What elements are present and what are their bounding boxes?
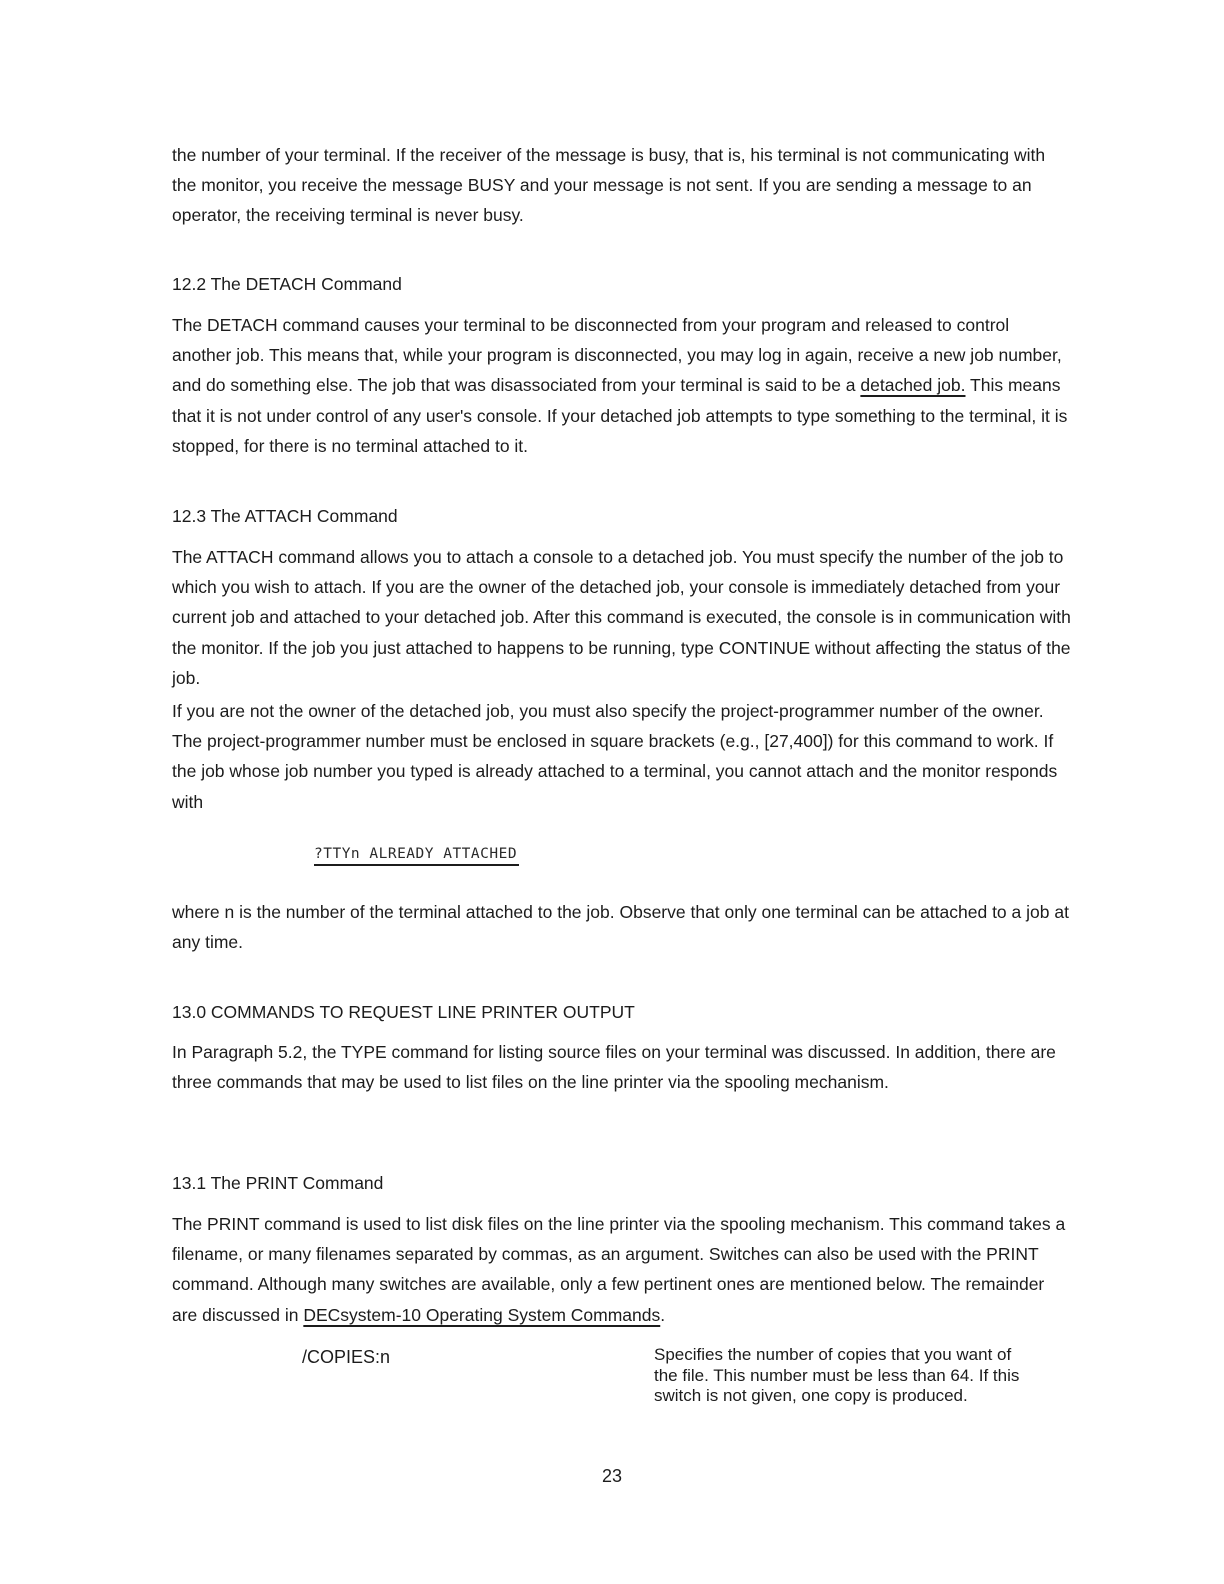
detached-job-term: detached job. [860, 375, 966, 396]
section-13-1-paragraph [172, 1209, 1072, 1330]
print-text-a: The PRINT command is used to list disk files on the line printer via the spooling mechanism. This command takes a filename, or many filenames separated by commas, as an argument. Switches can also be used with the PRINT command. Although many switches are available, only a few pertinent ones are mentioned below. The remainder are discussed in [172, 1214, 1066, 1325]
copies-switch-description: Specifies the number of copies that you want of the file. This number must be less than 64. If this switch is not given, one copy is produced. [654, 1345, 1020, 1405]
section-13-0-heading: 13.0 COMMANDS TO REQUEST LINE PRINTER OUTPUT [172, 1002, 635, 1022]
section-13-0-paragraph: In Paragraph 5.2, the TYPE command for listing source files on your terminal was discussed. In addition, there are three commands that may be used to list files on the line printer via the spooling mechanism. [172, 1042, 1056, 1093]
section-12-2-heading: 12.2 The DETACH Command [172, 274, 402, 294]
intro-paragraph: the number of your terminal. If the receiver of the message is busy, that is, his terminal is not communicating with the monitor, you receive the message BUSY and your message is not sent. If you are sending a message to an operator, the receiving terminal is never busy. [172, 145, 1046, 226]
reference-manual-title: DECsystem-10 Operating System Commands [303, 1304, 661, 1325]
detach-text-b: This means that it is not under control of any user's console. If your detached job attempts to type something to the terminal, it is stopped, for there is no terminal attached to it. [172, 375, 1068, 456]
section-12-3-paragraph-2: If you are not the owner of the detached job, you must also specify the project-programmer number of the owner. The project-programmer number must be enclosed in square brackets (e.g., [27,400]) for this command to work. If the job whose job number you typed is already attached to a terminal, you cannot attach and the monitor responds with [172, 701, 1058, 812]
section-13-1-heading: 13.1 The PRINT Command [172, 1173, 384, 1193]
page-number: 23 [601, 1466, 623, 1486]
section-12-3-heading: 12.3 The ATTACH Command [172, 506, 398, 526]
section-12-2-paragraph [172, 310, 1072, 461]
detach-text-a: The DETACH command causes your terminal to be disconnected from your program and released to control another job. This means that, while your program is disconnected, you may log in again, receive a new job number, and do something else. The job that was disassociated from your terminal is said to be a [172, 315, 1062, 396]
section-12-3-paragraph-1: The ATTACH command allows you to attach a console to a detached job. You must specify the number of the job to which you wish to attach. If you are the owner of the detached job, your console is immediately detached from your current job and attached to your detached job. After this command is executed, the console is in communication with the monitor. If the job you just attached to happens to be running, type CONTINUE without affecting the status of the job. [172, 547, 1071, 688]
section-12-3-paragraph-3: where n is the number of the terminal attached to the job. Observe that only one terminal can be attached to a job at any time. [172, 902, 1069, 953]
print-text-b: . [660, 1304, 666, 1325]
copies-switch-name: /COPIES:n [302, 1347, 391, 1367]
already-attached-message: ?TTYn ALREADY ATTACHED [314, 846, 519, 866]
